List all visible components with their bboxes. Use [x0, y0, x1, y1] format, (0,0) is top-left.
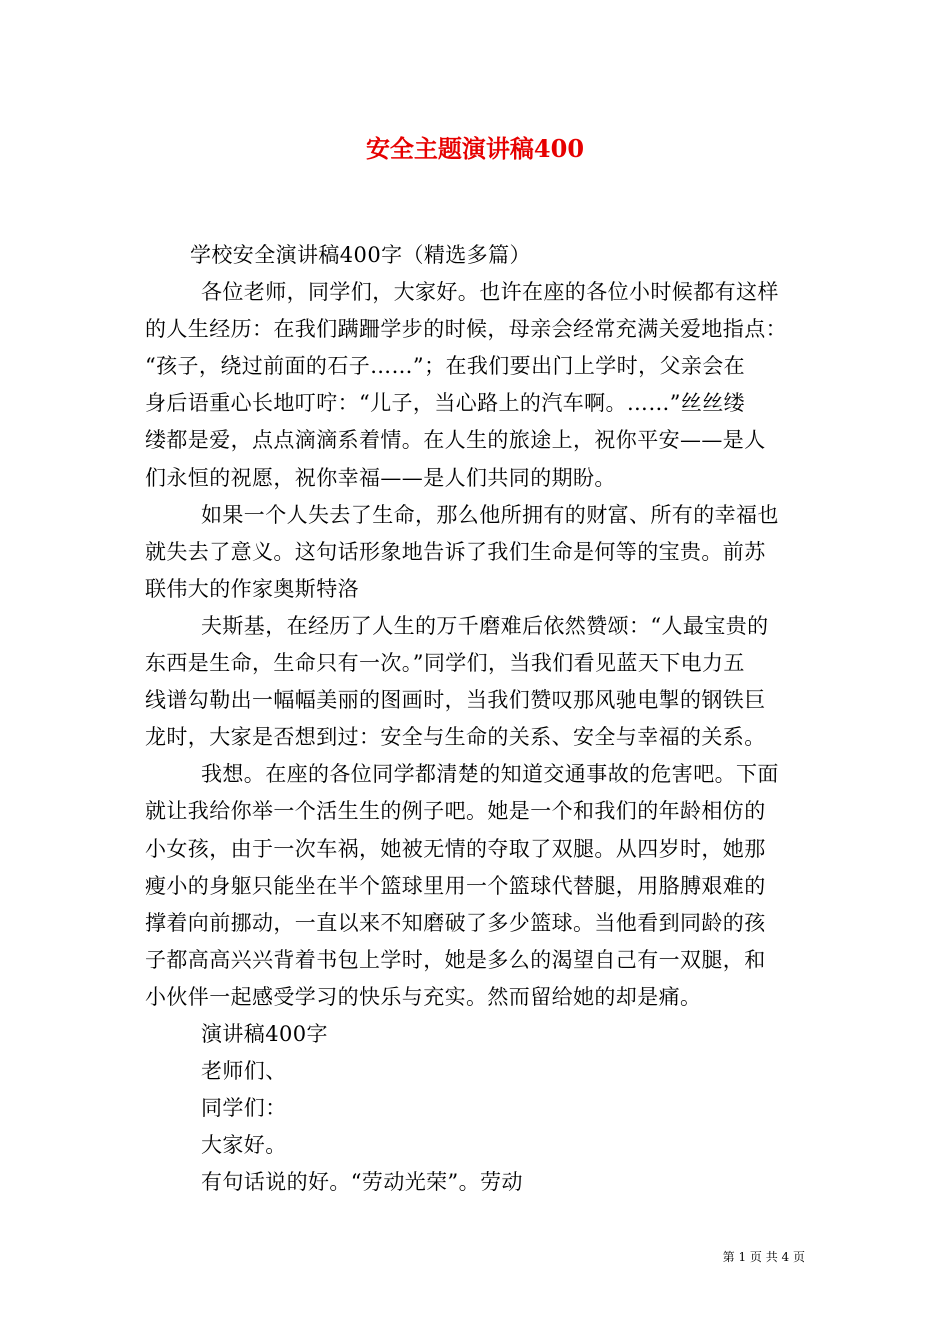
text-line: 如果一个人失去了生命，那么他所拥有的财富、所有的幸福也: [201, 502, 779, 527]
text-line: 小女孩，由于一次车祸，她被无情的夺取了双腿。从四岁时，她那: [145, 836, 766, 861]
text-line: 演讲稿400字: [201, 1021, 328, 1046]
page-number: 第 1 页 共 4 页: [722, 1250, 805, 1264]
text-line: 大家好。: [201, 1133, 287, 1158]
text-line: 我想。在座的各位同学都清楚的知道交通事故的危害吧。下面: [201, 762, 779, 787]
text-line: 线谱勾勒出一幅幅美丽的图画时，当我们赞叹那风驰电掣的钢铁巨: [145, 688, 766, 713]
subtitle-line: 学校安全演讲稿400字（精选多篇）: [190, 243, 531, 267]
text-line: 瘦小的身躯只能坐在半个篮球里用一个篮球代替腿，用胳膊艰难的: [145, 873, 766, 898]
document-body: [145, 237, 825, 1201]
text-line: 的人生经历：在我们蹒跚学步的时候，母亲会经常充满关爱地指点：: [145, 317, 787, 342]
text-line: “孩子，绕过前面的石子……”；在我们要出门上学时，父亲会在: [145, 354, 746, 379]
text-line: 就失去了意义。这句话形象地告诉了我们生命是何等的宝贵。前苏: [145, 539, 766, 564]
text-line: 身后语重心长地叮咛：“儿子，当心路上的汽车啊。……”丝丝缕: [145, 391, 746, 416]
text-line: 子都高高兴兴背着书包上学时，她是多么的渴望自己有一双腿，和: [145, 947, 766, 972]
document-title: 安全主题演讲稿400: [365, 134, 585, 163]
text-line: 撑着向前挪动，一直以来不知磨破了多少篮球。当他看到同龄的孩: [145, 910, 766, 935]
text-line: 缕都是爱，点点滴滴系着情。在人生的旅途上，祝你平安——是人: [145, 428, 766, 453]
text-line: 有句话说的好。“劳动光荣”。劳动: [201, 1170, 523, 1195]
text-line: 夫斯基，在经历了人生的万千磨难后依然赞颂：“人最宝贵的: [201, 613, 769, 638]
text-line: 联伟大的作家奥斯特洛: [145, 576, 359, 601]
text-line: 同学们：: [201, 1096, 287, 1121]
text-line: 各位老师，同学们，大家好。也许在座的各位小时候都有这样: [201, 280, 779, 305]
text-line: 就让我给你举一个活生生的例子吧。她是一个和我们的年龄相仿的: [145, 799, 766, 824]
text-line: 老师们、: [201, 1059, 287, 1084]
text-line: 东西是生命，生命只有一次。”同学们，当我们看见蓝天下电力五: [145, 651, 745, 676]
text-line: 们永恒的祝愿，祝你幸福——是人们共同的期盼。: [145, 465, 616, 490]
text-line: 龙时，大家是否想到过：安全与生命的关系、安全与幸福的关系。: [145, 725, 766, 750]
text-line: 小伙伴一起感受学习的快乐与充实。然而留给她的却是痛。: [145, 984, 702, 1009]
